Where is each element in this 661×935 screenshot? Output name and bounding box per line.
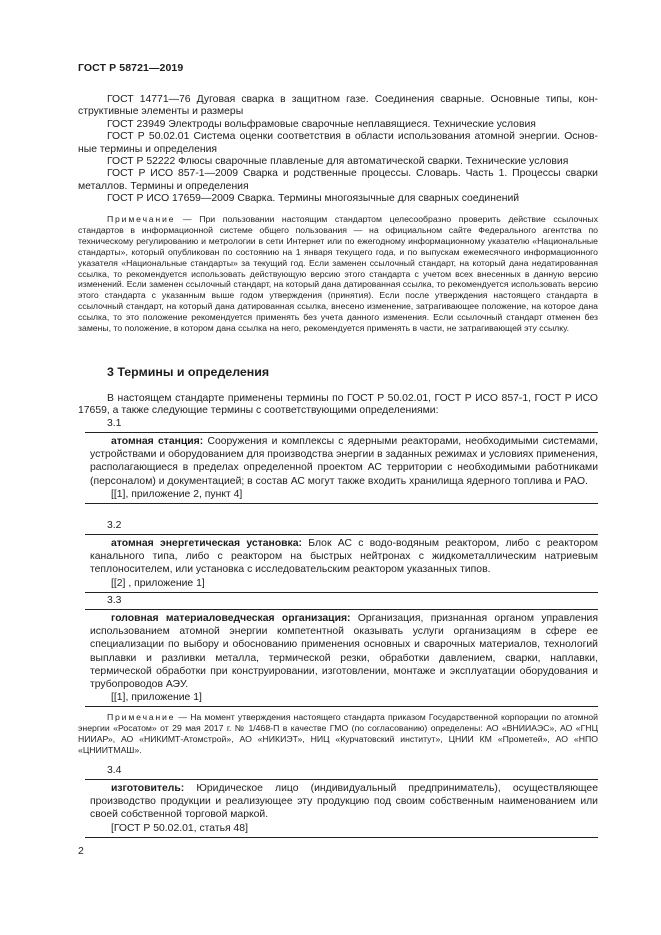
term-definition: Блок АС с водо-водяным реактором, либо с реактором канального типа, либо с реактором на быстрых нейтронах с жидкометаллическим натриевым теплоносителем, или установка с исследовательским реактором указанных типов. <box>90 538 598 576</box>
ref-item: ГОСТ 23949 Электроды вольфрамовые сварочные неплавящиеся. Технические условия <box>107 118 536 130</box>
note-text: — На момент утверждения настоящего стандарта приказом Государственной корпорации по атомной энергии «Росатом» от 29 мая 2017 г. № 1/468-П в качестве ГМО (по согласованию) определены: АО «ВНИИАЭС», АО «ГНЦ НИИАР», АО «НИКИМТ-Атомстрой», АО «НИКИЭТ», НИЦ «Курчатовский институт», ЦНИИ КМ «Прометей», АО «НПО «ЦНИИТМАШ». <box>78 712 598 755</box>
term-number: 3.3 <box>107 595 122 606</box>
note-label: Примечание <box>107 712 176 722</box>
ref-item: ГОСТ Р ИСО 857-1—2009 Сварка и родственные процессы. Словарь. Часть 1. Процессы сварки металлов. Термины и определения <box>78 168 598 192</box>
term-number: 3.2 <box>107 520 122 531</box>
doc-header: ГОСТ Р 58721—2019 <box>78 62 184 74</box>
note-references <box>78 214 598 334</box>
term-box <box>85 432 598 504</box>
term-source: [ГОСТ Р 50.02.01, статья 48] <box>111 822 248 834</box>
term-number: 3.1 <box>107 418 122 429</box>
term-definition: Сооружения и комплексы с ядерными реакторами, необходимыми системами, устройствами и оборудованием для производства энергии в заданных режимах и условиях применения, располагающиеся в пределах определенной проектом АС территории с необходимыми работниками (персоналом) и документацией; в состав АС могут также входить хранилища ядерного топлива и РАО. <box>90 436 599 487</box>
term-definition: Организация, признанная органом управления использованием атомной энергии компетентной оказывать услуги организациям в сфере ее специализации по выбору и обоснованию применения основных и сварочных материалов, технологий выплавки и разливки металла, термической резки, обработки давлением, сварки, наплавки, термической обработки при конструировании, изготовлении, монтаже и эксплуатации оборудования и трубопроводов АЭУ. <box>90 613 598 691</box>
term-source: [[2] , приложение 1] <box>111 577 205 589</box>
term-source: [[1], приложение 1] <box>111 692 202 704</box>
ref-item: ГОСТ Р 50.02.01 Система оценки соответствия в области использования атомной энергии. Основ- ные термины и определения <box>78 131 598 155</box>
page-number: 2 <box>78 845 84 857</box>
section-title: 3 Термины и определения <box>107 365 270 379</box>
term-number: 3.4 <box>107 765 122 776</box>
normative-references <box>78 94 598 206</box>
ref-item: ГОСТ 14771—76 Дуговая сварка в защитном газе. Соединения сварные. Основные типы, кон- структивные элементы и размеры <box>78 94 598 118</box>
note-gmo <box>78 712 598 756</box>
note-label: Примечание <box>107 214 176 224</box>
term-box <box>85 534 598 593</box>
term-name: изготовитель: <box>111 783 185 794</box>
section-intro: В настоящем стандарте применены термины по ГОСТ Р 50.02.01, ГОСТ Р ИСО 857-1, ГОСТ Р ИСО 17659, а также следующие термины с соответствующими определениями: <box>78 393 598 417</box>
term-name: головная материаловедческая организация: <box>111 613 351 624</box>
term-name: атомная энергетическая установка: <box>111 538 302 549</box>
ref-item: ГОСТ Р ИСО 17659—2009 Сварка. Термины многоязычные для сварных соединений <box>107 193 520 205</box>
term-box <box>85 779 598 838</box>
ref-item: ГОСТ Р 52222 Флюсы сварочные плавленые для автоматической сварки. Технические условия <box>107 156 569 168</box>
term-box <box>85 609 598 707</box>
term-source: [[1], приложение 2, пункт 4] <box>111 488 243 500</box>
term-name: атомная станция: <box>111 436 204 447</box>
note-text: — При пользовании настоящим стандартом целесообразно проверить действие ссылочных стандартов в информационной системе общего пользования — на официальном сайте Федерального агентства по техническому регулированию и метрологии в сети Интернет или по ежегодному информационному указателю «Национальные стандарты», который опубликован по состоянию на 1 января текущего года, и по выпускам ежемесячного информационного указателя «Национальные стандарты» за текущий год. Если заменен ссылочный стандарт, на который дана недатированная ссылка, то рекомендуется использовать действующую версию этого стандарта с учетом всех внесенных в данную версию изменений. Если заменен ссылочный стандарт, на который дана датированная ссылка, то рекомендуется использовать версию этого стандарта с указанным выше годом утверждения (принятия). Если после утверждения настоящего стандарта в ссылочный стандарт, на который дана датированная ссылка, внесено изменение, затрагивающее положение, на которое дана ссылка, то это положение рекомендуется применять без учета данного изменения. Если ссылочный стандарт отменен без замены, то положение, в котором дана ссылка на него, рекомендуется применять в части, не затрагивающей эту ссылку. <box>78 214 598 334</box>
term-definition: Юридическое лицо (индивидуальный предприниматель), осуществляющее производство продукции и реализующее эту продукцию под своим собственным наименованием или своей собственной торговой маркой. <box>90 783 598 821</box>
